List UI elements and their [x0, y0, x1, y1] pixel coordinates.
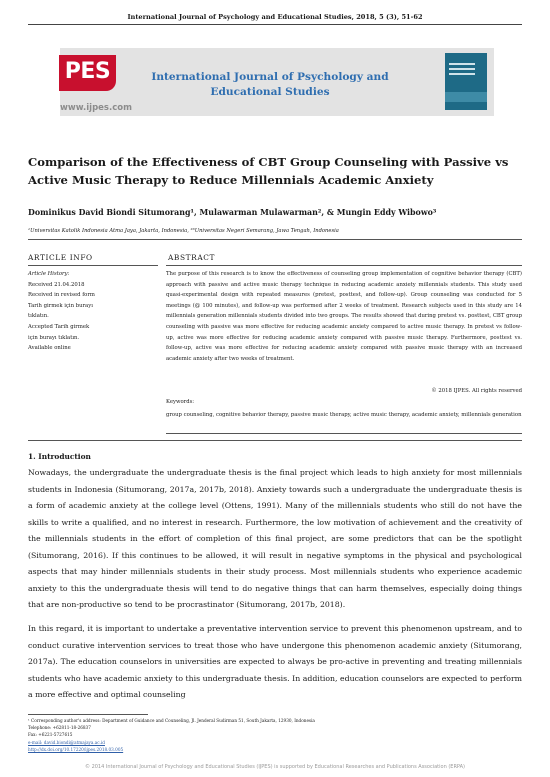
article-info-rule: [28, 265, 158, 266]
abstract-rule: [166, 265, 522, 266]
keywords-label: Keywords:: [166, 399, 195, 405]
article-info-list: [28, 269, 160, 354]
article-info-item: Tarih girmek için burayı: [28, 302, 93, 309]
body-paragraph: Nowadays, the undergraduate the undergraduate thesis is the final project which leads to high anxiety for most millennials students in Indonesia (Situmorang, 2017a, 2017b, 2018). Anxiety towards such a undergraduate the undergraduate thesis is a form of academic anxiety at the college level (Ottens, 1991). Many of the millennials students who still do not have the skills to write a qualified, and no interest in research. Furthermore, the low motivation of achievement and the creativity of the millennials students in the effort of completion of this final project, are some predictors that can be the spotlight (Situmorang, 2016). If this continues to be allowed, it will result in negative symptoms in the physical and psychological aspects that may hinder millennials students in their study process. Most millennials students who experience academic anxiety to this the undergraduate thesis will tend to do negative things that can harm themselves, especially doing things that are non-productive so tend to be procrastinator (Situmorang, 2017b, 2018).: [28, 468, 522, 609]
footnote-corresponding-address: ¹ Corresponding author's address: Department of Guidance and Counseling, Jl. Jenderal Sudirman 51, South Jakarta, 12930, Indonesia: [28, 718, 315, 723]
section-heading-introduction: 1. Introduction: [28, 452, 91, 461]
keywords-text: group counseling, cognitive behavior therapy, passive music therapy, active music therapy, academic anxiety, millennials generation: [166, 412, 522, 418]
footnote-doi-link[interactable]: http://dx.doi.org/10.17220/ijpes.2018.03.005: [28, 746, 124, 752]
cover-title-lines: [449, 63, 475, 78]
footnote-rule: [28, 714, 148, 715]
footnote-email-link[interactable]: e-mail: david.biondi@atmajaya.ac.id: [28, 739, 105, 745]
article-info-item: Received 21.04.2018: [28, 281, 85, 288]
body-paragraph: In this regard, it is important to undertake a preventative intervention service to prevent this phenomenon upstream, and to conduct curative intervention services to treat those who have undergone this phenomenon academic anxiety (Situmorang, 2017a). The education counselors in universities are expected to always be pro-active in preventing and treating millennials students who have academic anxiety to this undergraduate thesis. In addition, education counselors are expected to perform a more effective and optimal counseling: [28, 624, 522, 699]
article-info-item: Received in revised form: [28, 292, 95, 299]
abstract-text: The purpose of this research is to know the effectiveness of counseling group implementation of cognitive behavior therapy (CBT) approach with passive and active music therapy technique in reducing academic anxiety millennials students. This study used quasi-experimental design with repeated measures (pretest, posttest, and follow-up). Group counseling was conducted for 5 meetings (@ 100 minutes), and follow-up was performed after 2 weeks of treatment. Research subjects used in this study are 14 millennials generation millennials students divided into two groups. The results showed that during pretest vs. posttest, CBT group counseling with passive was more effective for reducing academic anxiety compared to active music therapy. In pretest vs follow-up, active was more effective for reducing academic anxiety compared with passive music therapy. Furthermore, posttest vs. follow-up, active was more effective for reducing academic anxiety compared with passive music therapy with an increased academic anxiety after two weeks of treatment.: [166, 271, 522, 362]
affiliation-rule: [28, 239, 522, 240]
journal-title: International Journal of Psychology and Educational Studies: [151, 71, 389, 98]
article-info-item: Article History:: [28, 271, 70, 277]
article-info-item: Available online: [28, 345, 71, 352]
author-list: Dominikus David Biondi Situmorang¹, Mulawarman Mulawarman², & Mungin Eddy Wibowo³: [28, 208, 437, 217]
header-rule: [28, 24, 522, 25]
article-info-item: Accepted Tarih girmek: [28, 323, 90, 330]
logo-text: PES: [64, 59, 111, 84]
pes-logo[interactable]: [59, 55, 116, 91]
copyright-line: © 2018 IJPES. All rights reserved: [431, 388, 522, 394]
affiliations: ¹Universitas Katolik Indonesia Atma Jaya, Jakarta, Indonesia, ²³Universitas Negeri Semarang, Jawa Tengah, Indonesia: [28, 228, 339, 234]
article-info-item: tıklatın.: [28, 313, 49, 320]
cover-band: [445, 92, 487, 102]
abstract-bottom-rule: [166, 433, 522, 434]
bottom-copyright-notice: © 2014 International Journal of Psychology and Educational Studies (IJPES) is supported by Educational Researches and Publications Association (ERPA): [84, 764, 465, 770]
footnote-fax: Fax: +6221-5727615: [28, 732, 73, 738]
article-info-heading: ARTICLE INFO: [28, 253, 93, 262]
footnote-telephone: Telephone: +62811-18-26837: [28, 725, 91, 731]
section-separator-rule: [28, 440, 522, 441]
site-url-link[interactable]: www.ijpes.com: [60, 103, 132, 113]
abstract-heading: ABSTRACT: [168, 253, 216, 262]
footnotes: [28, 717, 522, 753]
running-head: International Journal of Psychology and Educational Studies, 2018, 5 (3), 51-62: [127, 13, 423, 21]
paper-title: Comparison of the Effectiveness of CBT Group Counseling with Passive vs Active Music Therapy to Reduce Millennials Academic Anxiety: [28, 155, 509, 187]
article-info-item: için burayı tıklatın.: [28, 334, 80, 341]
journal-cover-thumbnail: [445, 53, 487, 110]
